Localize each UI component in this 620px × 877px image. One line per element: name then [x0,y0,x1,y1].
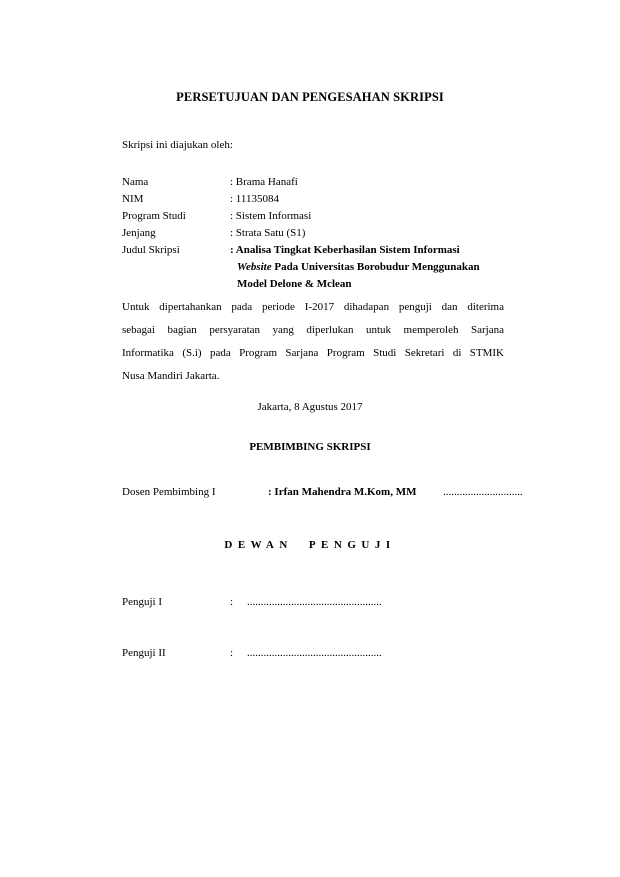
field-label-jenjang: Jenjang [122,227,156,239]
penguji-1-label: Penguji I [122,596,163,608]
dewan-penguji-heading [0,539,620,552]
field-value-nama: : Brama Hanafi [230,176,298,188]
page-title: PERSETUJUAN DAN PENGESAHAN SKRIPSI [176,90,444,104]
pembimbing-label: Dosen Pembimbing I [122,486,216,498]
statement-paragraph [122,296,504,388]
paragraph-line-4: Nusa Mandiri Jakarta. [122,370,220,382]
field-label-nim: NIM [122,193,144,205]
field-value-judul-line1: : Analisa Tingkat Keberhasilan Sistem Informasi [230,244,460,256]
field-value-judul-line2 [237,261,480,274]
paragraph-line-2: sebagai bagian persyaratan yang diperlukan untuk memperoleh Sarjana [122,324,504,336]
field-label-nama: Nama [122,176,149,188]
pembimbing-value: : Irfan Mahendra M.Kom, MM [268,486,417,498]
field-label-prodi: Program Studi [122,210,186,222]
pembimbing-heading: PEMBIMBING SKRIPSI [249,441,371,453]
date-line: Jakarta, 8 Agustus 2017 [257,401,363,413]
judul-italic-word: Website [237,261,272,273]
judul-line2-rest: Pada Universitas Borobudur Menggunakan [271,261,480,273]
paragraph-line-3: Informatika (S.i) pada Program Sarjana Program Studi Sekretari di STMIK [122,347,504,359]
dewan-word: DEWAN [224,539,293,551]
pembimbing-signature-dots: ............................. [443,486,523,498]
penguji-word: PENGUJI [308,539,396,551]
intro-text: Skripsi ini diajukan oleh: [122,139,233,151]
field-value-judul-line3: Model Delone & Mclean [237,278,352,290]
penguji-1-colon: : [230,596,234,608]
penguji-1-signature-dots: ................................................. [247,596,382,608]
penguji-2-signature-dots: ................................................. [247,647,382,659]
penguji-2-label: Penguji II [122,647,166,659]
paragraph-line-1: Untuk dipertahankan pada periode I-2017 dihadapan penguji dan diterima [122,301,504,313]
field-value-prodi: : Sistem Informasi [230,210,312,222]
field-label-judul: Judul Skripsi [122,244,180,256]
penguji-2-colon: : [230,647,234,659]
field-value-jenjang: : Strata Satu (S1) [230,227,306,239]
field-value-nim: : 11135084 [230,193,279,205]
